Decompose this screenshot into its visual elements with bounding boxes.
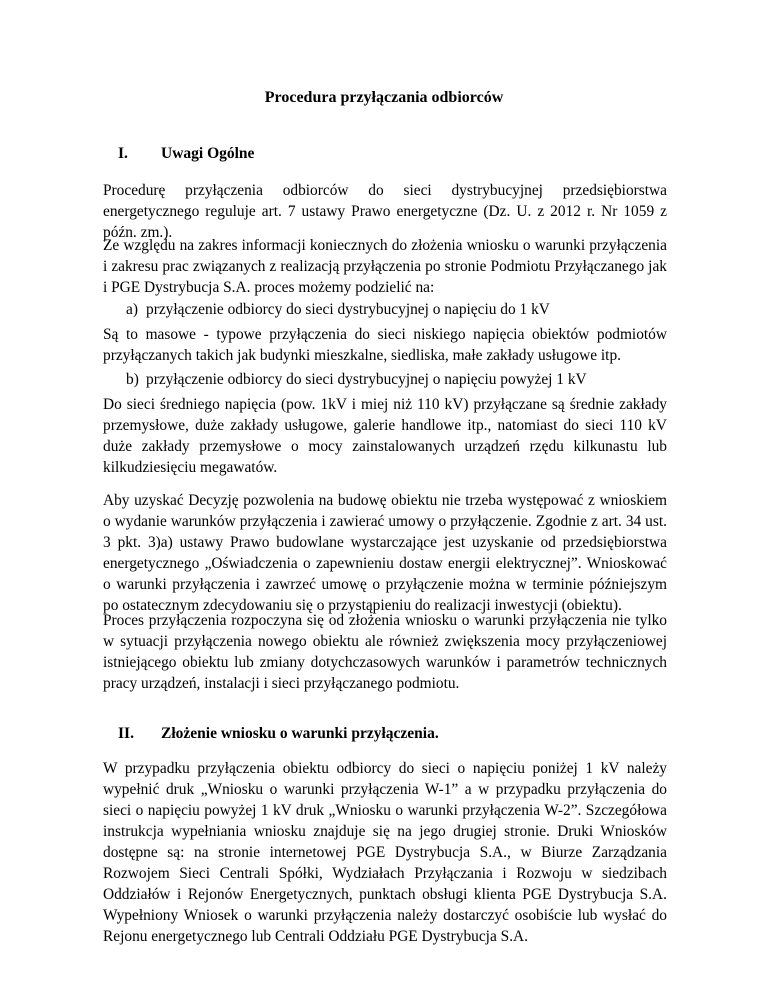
paragraph: Procedurę przyłączenia odbiorców do sieci dystrybucyjnej przedsiębiorstwa energetycznego reguluje art. 7 ustawy Prawo energetyczne (Dz. U. z 2012 r. Nr 1059 z późn. zm.). [103,182,667,241]
paragraph: Proces przyłączenia rozpoczyna się od złożenia wniosku o warunki przyłączenia nie tylko w sytuacji przyłączenia nowego obiektu ale również zwiększenia mocy przyłączeniowej istniejącego obiektu lub zmiany dotychczasowych warunków i parametrów technicznych pracy urządzeń, instalacji i sieci przyłączanego podmiotu. [103,612,667,692]
list-item-a [126,299,666,320]
section-title: Uwagi Ogólne [161,145,255,162]
paragraph: Do sieci średniego napięcia (pow. 1kV i miej niż 110 kV) przyłączane są średnie zakłady przemysłowe, duże zakłady usługowe, galerie handlowe itp., natomiast do sieci 110 kV duże zakłady przemysłowe o mocy zainstalowanych urządzeń rzędu kilkunastu lub kilkudziesięciu megawatów. [103,396,667,476]
list-marker: b) [126,371,139,388]
list-marker: a) [126,301,138,318]
list-item-text: przyłączenie odbiorcy do sieci dystrybucyjnej o napięciu powyżej 1 kV [146,371,587,388]
list-item-b [126,369,666,390]
paragraph: W przypadku przyłączenia obiektu odbiorcy do sieci o napięciu poniżej 1 kV należy wypełnić druk „Wniosku o warunki przyłączenia W-1” a w przypadku przyłączenia do sieci o napięciu powyżej 1 kV druk „Wniosku o warunki przyłączenia W-2”. Szczegółowa instrukcja wypełniania wniosku znajduje się na jego drugiej stronie. Druki Wniosków dostępne są: na stronie internetowej PGE Dystrybucja S.A., w Biurze Zarządzania Rozwojem Sieci Centrali Spółki, Wydziałach Przyłączania i Rozwoju w siedzibach Oddziałów i Rejonów Energetycznych, punktach obsługi klienta PGE Dystrybucja S.A. Wypełniony Wniosek o warunki przyłączenia należy dostarczyć osobiście lub wysłać do Rejonu energetycznego lub Centrali Oddziału PGE Dystrybucja S.A. [103,760,667,945]
section-number: II. [118,725,134,742]
section-heading-1 [118,144,254,164]
paragraph: Są to masowe - typowe przyłączenia do sieci niskiego napięcia obiektów podmiotów przyłączanych takich jak budynki mieszkalne, siedliska, małe zakłady usługowe itp. [103,326,667,364]
section-title: Złożenie wniosku o warunki przyłączenia. [161,725,439,742]
paragraph: Aby uzyskać Decyzję pozwolenia na budowę obiektu nie trzeba występować z wnioskiem o wydanie warunków przyłączenia i zawierać umowy o przyłączenie. Zgodnie z art. 34 ust. 3 pkt. 3)a) ustawy Prawo budowlane wystarczające jest uzyskanie od przedsiębiorstwa energetycznego „Oświadczenia o zapewnieniu dostaw energii elektrycznej”. Wnioskować o warunki przyłączenia i zawrzeć umowę o przyłączenie można w terminie późniejszym po ostatecznym zdecydowaniu się o przystąpieniu do realizacji inwestycji (obiektu). [103,492,667,614]
paragraph: Ze względu na zakres informacji koniecznych do złożenia wniosku o warunki przyłączenia i zakresu prac związanych z realizacją przyłączenia po stronie Podmiotu Przyłączanego jak i PGE Dystrybucja S.A. proces możemy podzielić na: [103,237,667,296]
list-item-text: przyłączenie odbiorcy do sieci dystrybucyjnej o napięciu do 1 kV [146,301,550,318]
section-number: I. [118,145,128,162]
page-title: Procedura przyłączania odbiorców [264,89,504,106]
section-heading-2 [118,724,439,744]
